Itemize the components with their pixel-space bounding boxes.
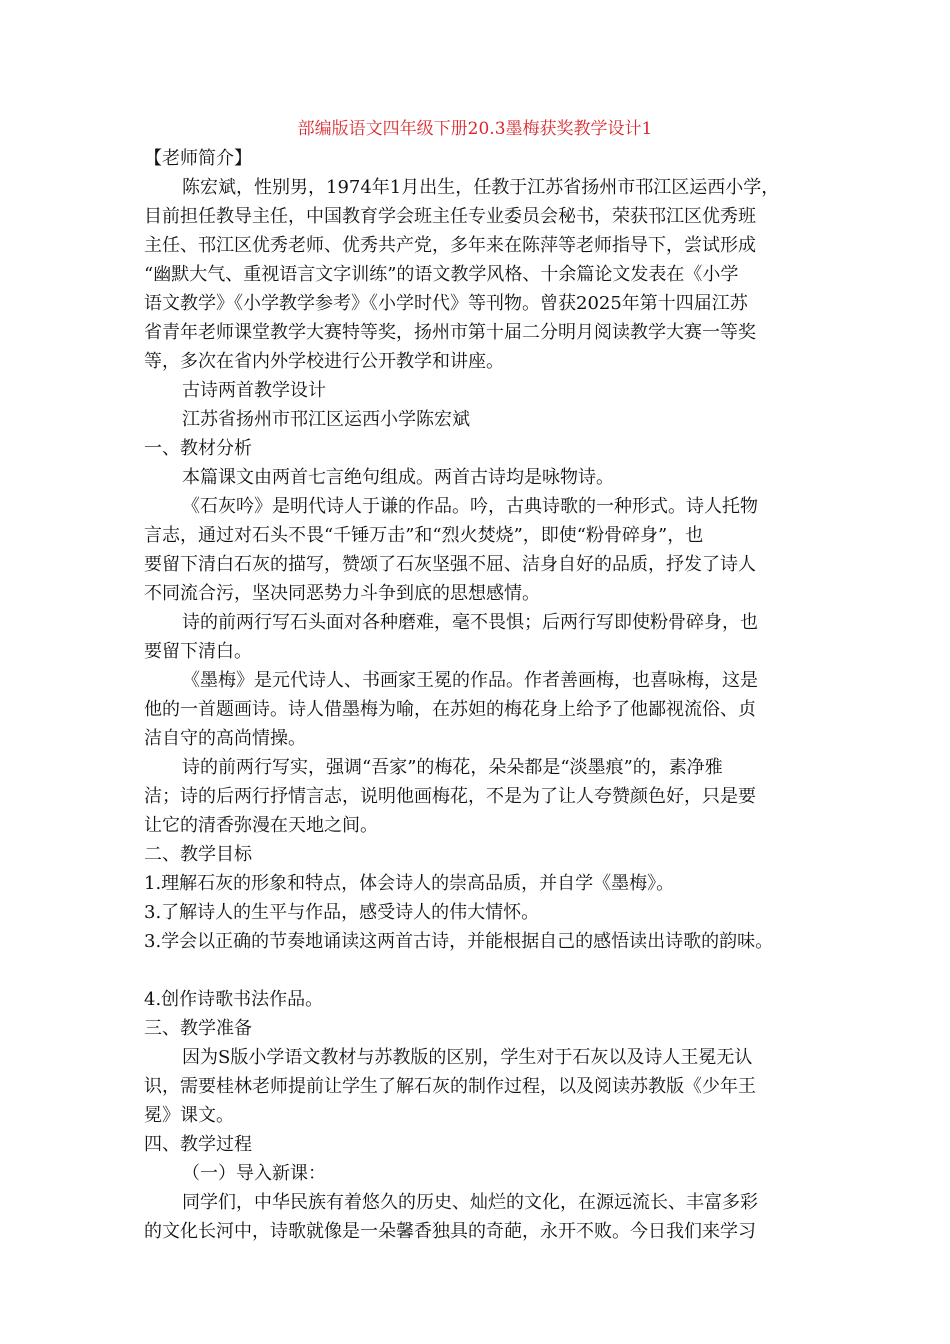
- document-title: 部编版语文四年级下册20.3墨梅获奖教学设计1: [297, 119, 653, 139]
- section-heading: 一、教材分析: [144, 438, 252, 459]
- document-body: [144, 144, 824, 1246]
- paragraph-line: 洁自守的高尚情操。: [144, 728, 306, 749]
- paragraph-line: 让它的清香弥漫在天地之间。: [144, 815, 378, 836]
- paragraph-line: 冕》课文。: [144, 1105, 234, 1126]
- section-heading: 二、教学目标: [144, 844, 252, 865]
- subtitle: 古诗两首教学设计: [182, 380, 326, 401]
- teacher-intro-line: 等，多次在省内外学校进行公开教学和讲座。: [144, 351, 504, 372]
- paragraph-line: 不同流合污，坚决同恶势力斗争到底的思想感情。: [144, 583, 540, 604]
- paragraph-line: 同学们，中华民族有着悠久的历史、灿烂的文化，在源远流长、丰富多彩: [182, 1192, 758, 1213]
- paragraph-line: 要留下清白。: [144, 641, 252, 662]
- teacher-intro-heading: 【老师简介】: [144, 148, 252, 169]
- paragraph-line: 言志，通过对石头不畏“千锤万击”和“烈火焚烧”，即使“粉骨碎身”，也: [144, 525, 704, 546]
- teacher-intro-line: 语文教学》《小学教学参考》《小学时代》等刊物。曾获2025年第十四届江苏: [144, 293, 748, 314]
- teacher-intro-line: 陈宏斌，性别男，1974年1月出生，任教于江苏省扬州市邗江区运西小学，: [182, 177, 780, 198]
- goal-item: 3.学会以正确的节奏地诵读这两首古诗，并能根据自己的感悟读出诗歌的韵味。: [144, 931, 774, 952]
- section-heading: 三、教学准备: [144, 1018, 252, 1039]
- author-line: 江苏省扬州市邗江区运西小学陈宏斌: [182, 409, 470, 430]
- paragraph-line: 洁；诗的后两行抒情言志，说明他画梅花，不是为了让人夸赞颜色好，只是要: [144, 786, 756, 807]
- paragraph-line: 要留下清白石灰的描写，赞颂了石灰坚强不屈、洁身自好的品质，抒发了诗人: [144, 554, 756, 575]
- teacher-intro-line: 目前担任教导主任，中国教育学会班主任专业委员会秘书，荣获邗江区优秀班: [144, 206, 756, 227]
- subsection-heading: （一）导入新课：: [182, 1163, 326, 1184]
- paragraph-line: 《墨梅》是元代诗人、书画家王冕的作品。作者善画梅，也喜咏梅，这是: [182, 670, 758, 691]
- section-heading: 四、教学过程: [144, 1134, 252, 1155]
- paragraph-line: 他的一首题画诗。诗人借墨梅为喻，在苏妲的梅花身上给予了他鄙视流俗、贞: [144, 699, 756, 720]
- paragraph-line: 本篇课文由两首七言绝句组成。两首古诗均是咏物诗。: [182, 467, 614, 488]
- paragraph-line: 诗的前两行写实，强调“吾家”的梅花，朵朵都是“淡墨痕”的，素净雅: [182, 757, 723, 778]
- goal-item: 4.创作诗歌书法作品。: [144, 989, 324, 1010]
- goal-item: 3.了解诗人的生平与作品，感受诗人的伟大情怀。: [144, 902, 540, 923]
- blank-line: [144, 956, 824, 985]
- paragraph-line: 《石灰吟》是明代诗人于谦的作品。吟，古典诗歌的一种形式。诗人托物: [182, 496, 758, 517]
- paragraph-line: 诗的前两行写石头面对各种磨难，毫不畏惧；后两行写即使粉骨碎身，也: [182, 612, 758, 633]
- paragraph-line: 因为S版小学语文教材与苏教版的区别，学生对于石灰以及诗人王冕无认: [182, 1047, 753, 1068]
- teacher-intro-line: “幽默大气、重视语言文字训练”的语文教学风格、十余篇论文发表在《小学: [144, 264, 739, 285]
- goal-item: 1.理解石灰的形象和特点，体会诗人的崇高品质，并自学《墨梅》。: [144, 873, 675, 894]
- paragraph-line: 的文化长河中，诗歌就像是一朵馨香独具的奇葩，永开不败。今日我们来学习: [144, 1221, 756, 1242]
- teacher-intro-line: 主任、邗江区优秀老师、优秀共产党，多年来在陈萍等老师指导下，尝试形成: [144, 235, 756, 256]
- paragraph-line: 识，需要桂林老师提前让学生了解石灰的制作过程，以及阅读苏教版《少年王: [144, 1076, 756, 1097]
- teacher-intro-line: 省青年老师课堂教学大赛特等奖，扬州市第十届二分明月阅读教学大赛一等奖: [144, 322, 756, 343]
